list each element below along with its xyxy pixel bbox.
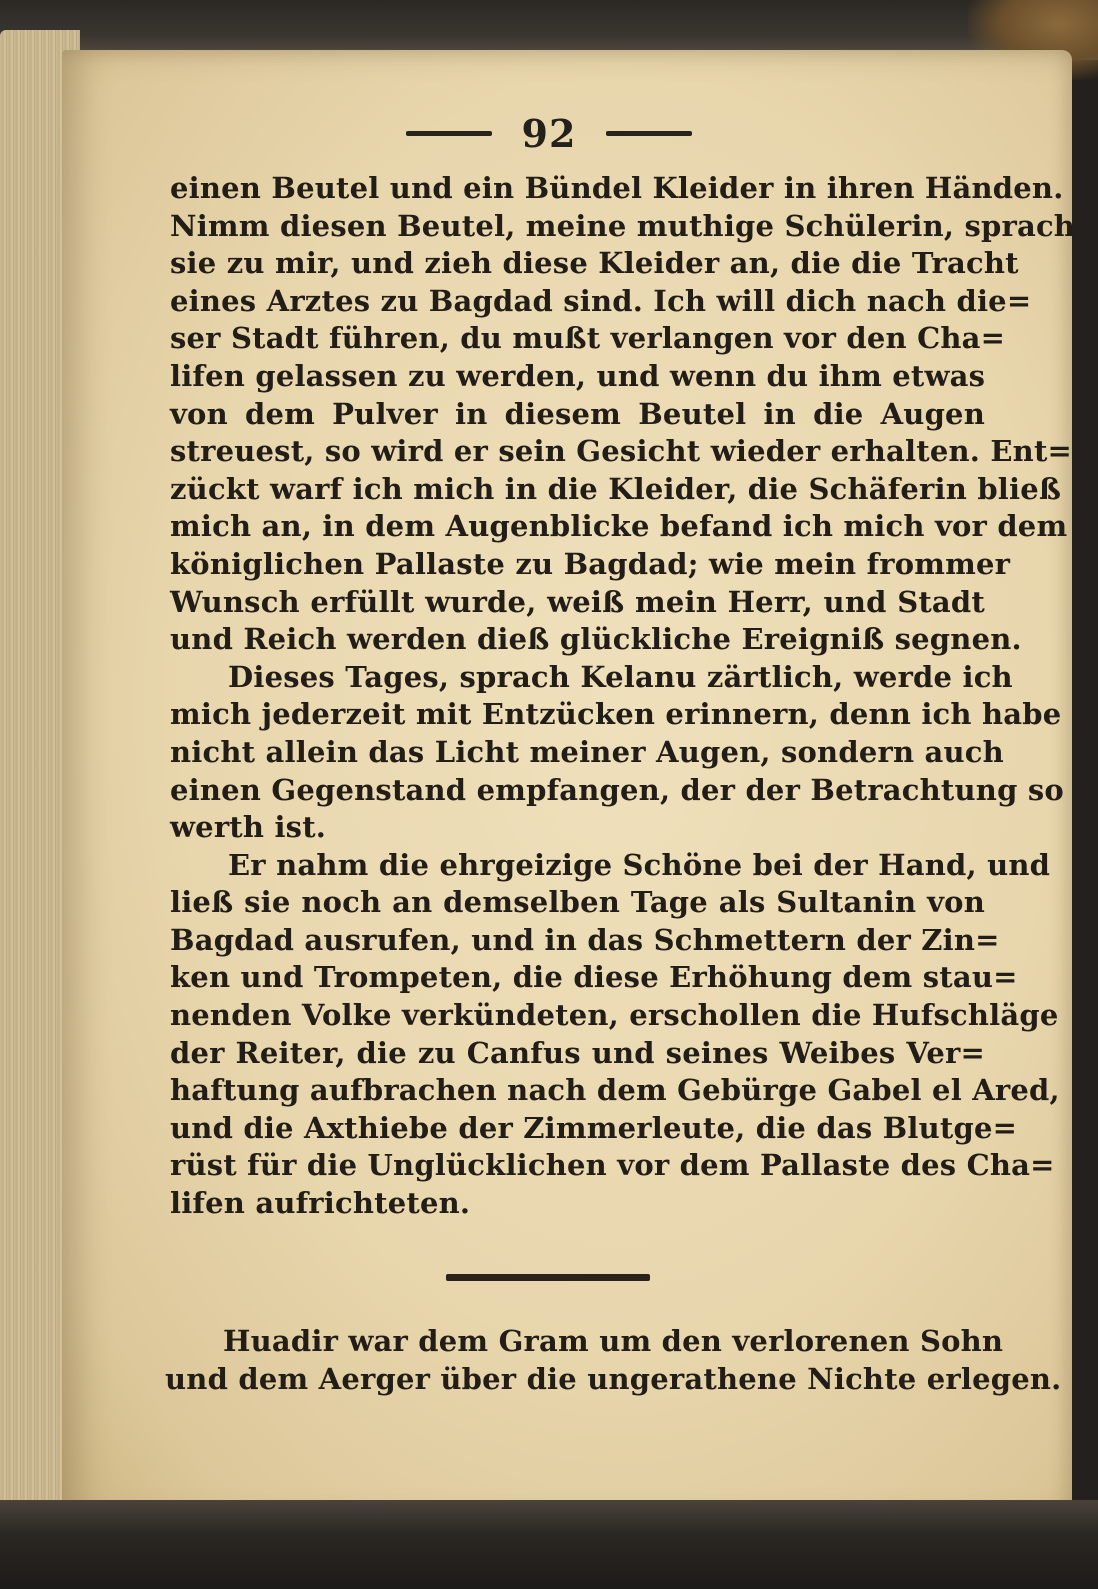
text-line: lifen gelassen zu werden, und wenn du ihm etwas (170, 358, 986, 393)
section-divider (446, 1274, 650, 1281)
text-line: und die Axthiebe der Zimmerleute, die das Blutge= (170, 1110, 1018, 1145)
text-line: mich jederzeit mit Entzücken erinnern, denn ich habe (170, 697, 1062, 732)
text-line: Bagdad ausrufen, und in das Schmettern der Zin= (170, 922, 1000, 957)
text-line: ken und Trompeten, die diese Erhöhung dem stau= (170, 960, 1018, 995)
text-line: eines Arztes zu Bagdad sind. Ich will dich nach die= (170, 283, 1032, 318)
header-rule-right (606, 131, 692, 136)
text-line: einen Gegenstand empfangen, der der Betrachtung so (170, 772, 1064, 807)
text-line: und Reich werden dieß glückliche Ereigniß segnen. (170, 622, 1022, 657)
text-line: ließ sie noch an demselben Tage als Sultanin von (170, 885, 985, 920)
text-line: Nimm diesen Beutel, meine muthige Schülerin, sprach (170, 208, 1076, 243)
text-line: nenden Volke verkündeten, erschollen die Hufschläge (170, 998, 1059, 1033)
bottom-cover-edge (0, 1500, 1098, 1589)
page-number: 92 (521, 110, 577, 156)
text-line: lifen aufrichteten. (170, 1186, 471, 1221)
text-line: Er nahm die ehrgeizige Schöne bei der Hand, und (228, 847, 1051, 882)
text-line: mich an, in dem Augenblicke befand ich mich vor dem (170, 509, 1068, 544)
text-line: der Reiter, die zu Canfus und seines Weibes Ver= (170, 1035, 985, 1070)
text-line: und dem Aerger über die ungerathene Nichte erlegen. (165, 1362, 1062, 1396)
text-line: sie zu mir, und zieh diese Kleider an, die die Tracht (170, 246, 1019, 281)
text-line: königlichen Pallaste zu Bagdad; wie mein frommer (170, 546, 1011, 581)
text-line: von dem Pulver in diesem Beutel in die Augen (170, 396, 985, 431)
page-header (0, 108, 1098, 158)
text-line: einen Beutel und ein Bündel Kleider in ihren Händen. (170, 171, 1064, 205)
text-line: rüst für die Unglücklichen vor dem Pallaste des Cha= (170, 1148, 1055, 1183)
text-line: werth ist. (170, 810, 327, 845)
text-line: streuest, so wird er sein Gesicht wieder erhalten. Ent= (170, 434, 1073, 469)
text-line: nicht allein das Licht meiner Augen, sondern auch (170, 734, 1004, 769)
text-line: zückt warf ich mich in die Kleider, die Schäferin bließ (170, 471, 1062, 506)
text-line: Dieses Tages, sprach Kelanu zärtlich, werde ich (228, 659, 1013, 694)
closing-text (165, 1322, 1062, 1398)
text-line: haftung aufbrachen nach dem Gebürge Gabel el Ared, (170, 1073, 1060, 1108)
main-text (170, 170, 1076, 1223)
text-line: Huadir war dem Gram um den verlorenen Sohn (223, 1324, 1004, 1358)
text-line: Wunsch erfüllt wurde, weiß mein Herr, und Stadt (170, 584, 985, 619)
header-rule-left (406, 131, 492, 136)
text-line: ser Stadt führen, du mußt verlangen vor den Cha= (170, 321, 1006, 356)
